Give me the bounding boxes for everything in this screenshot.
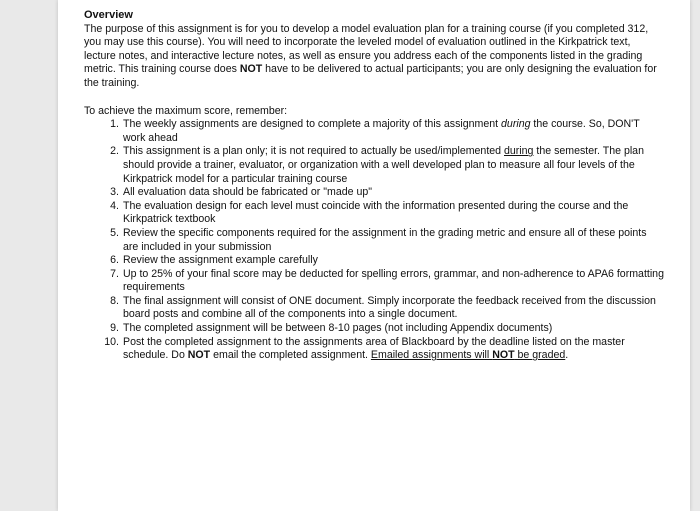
- item-number: 10.: [104, 335, 119, 348]
- item-text: Review the assignment example carefully: [123, 254, 318, 267]
- item-emphasis: during: [501, 118, 531, 131]
- item-text: Post the completed assignment to the assignments area of Blackboard by the deadline listed on the master schedule. Do: [123, 335, 625, 362]
- item-underline: during: [504, 145, 534, 158]
- document-page: [58, 0, 690, 511]
- overview-text-1: The purpose of this assignment is for you to develop a model evaluation plan for a training course (if you completed 312, you may use this course). You will need to incorporate the leveled model of evaluation outlined in the Kirkpatrick text, lecture notes, and interactive lecture notes, as well as ensure you address each of the components listed in the grading metric. This training course does: [84, 22, 649, 76]
- item-text: This assignment is a plan only; it is not required to actually be used/implemented: [123, 145, 504, 158]
- item-text: the course. So, DON'T work ahead: [123, 118, 640, 144]
- overview-text-2: have to be delivered to actual participants; you are only designing the evaluation for the training.: [84, 63, 657, 89]
- item-underline-text: Emailed assignments will: [370, 349, 493, 362]
- item-number: 7.: [110, 267, 119, 280]
- item-number: 8.: [110, 294, 119, 307]
- reminder-list: [84, 118, 664, 363]
- item-text: .: [565, 349, 569, 362]
- overview-heading: Overview: [84, 9, 133, 21]
- list-item: [84, 200, 664, 227]
- list-item: [84, 322, 664, 336]
- item-number: 6.: [110, 254, 119, 267]
- item-underline-text: be graded: [514, 349, 566, 362]
- overview-paragraph: [84, 23, 664, 91]
- item-text: The completed assignment will be between 8-10 pages (not including Appendix documents): [123, 322, 553, 335]
- document-content: [84, 9, 664, 363]
- list-item: [84, 186, 664, 200]
- reminder-lead: To achieve the maximum score, remember:: [84, 104, 288, 117]
- list-item: [84, 254, 664, 268]
- item-number: 1.: [110, 118, 119, 131]
- list-item: [84, 227, 664, 254]
- item-text: the semester. The plan should provide a trainer, evaluator, or organization with a well developed plan to measure all four levels of the Kirkpatrick model for a particular training course: [123, 145, 644, 185]
- item-text: Review the specific components required for the assignment in the grading metric and ensure all of these points are included in your submission: [123, 226, 647, 253]
- item-text: The evaluation design for each level must coincide with the information presented during the course and the Kirkpatrick textbook: [123, 199, 629, 226]
- item-bold-not: NOT: [187, 349, 211, 362]
- overview-bold-not: NOT: [239, 63, 263, 76]
- item-number: 5.: [110, 226, 119, 239]
- list-item: [84, 268, 664, 295]
- item-number: 4.: [110, 199, 119, 212]
- list-item: [84, 118, 664, 145]
- list-item: [84, 336, 664, 363]
- item-underline: [371, 349, 565, 361]
- item-bold-not: NOT: [492, 349, 515, 362]
- item-text: The weekly assignments are designed to complete a majority of this assignment: [123, 118, 502, 131]
- item-text: All evaluation data should be fabricated or "made up": [123, 186, 372, 199]
- item-text: The final assignment will consist of ONE document. Simply incorporate the feedback received from the discussion board posts and combine all of the components into a single document.: [123, 294, 656, 321]
- item-text: Up to 25% of your final score may be deducted for spelling errors, grammar, and non-adherence to APA6 formatting requirements: [123, 267, 664, 294]
- item-number: 2.: [110, 145, 119, 158]
- item-number: 9.: [110, 322, 119, 335]
- item-number: 3.: [110, 186, 119, 199]
- list-item: [84, 145, 664, 186]
- item-text: email the completed assignment.: [210, 349, 371, 362]
- list-item: [84, 295, 664, 322]
